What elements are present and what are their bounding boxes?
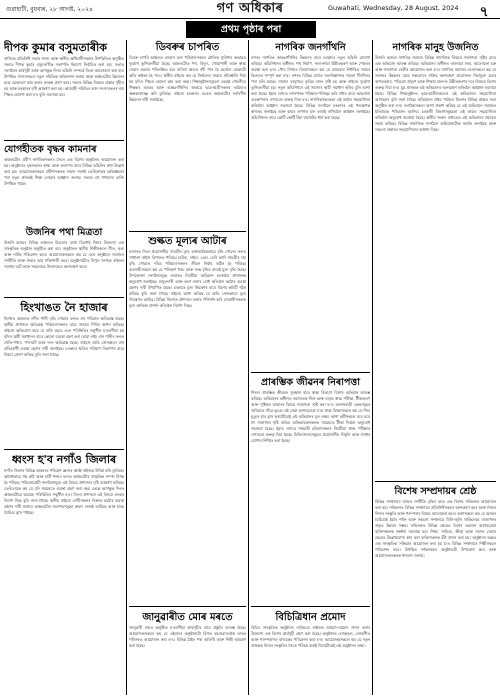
- article-body: শিশুৰ প্ৰাৰম্ভিক জীৱনৰ সুৰক্ষাৰ বাবে স্বাস্থ্য বিভাগে বিশেষ অভিযান আৰম্ভ কৰিছে। অভিযানৰ অধীনত নৱজাতক শিশু আৰু মাতৃৰ স্বাস্থ্য পৰীক্ষা, টীকাকৰণ আৰু পুষ্টিকৰ আহাৰৰ বিষয়ে সজাগতা সৃষ্টি কৰা হ'ব। অংগনবাড়ী কেন্দ্ৰসমূহৰ জৰিয়তে গাঁৱে-ভূঞে এই সেৱা আগবঢ়োৱা হ'ব। স্বাস্থ্য বিষয়াসকলে কয় যে শিশু মৃত্যুৰ হাৰ হ্ৰাস কৰাটোৱেই এই অভিযানৰ মূল লক্ষ্য। আশা কৰ্মীসকলে ঘৰে ঘৰে গৈ সজাগতা সৃষ্টি কৰিব। অভিভাৱকসকলক সময়মতে টীকা দিবলৈ অনুৰোধ জনোৱা হৈছে। ইয়াৰ লগতে গৰ্ভৱতী মহিলাসকলৰ নিয়মীয়া স্বাস্থ্য পৰীক্ষাৰ ওপৰতো গুৰুত্ব দিয়া হৈছে। চিকিৎসালয়সমূহত প্ৰয়োজনীয় সঁজুলি আৰু ঔষধৰ যোগান নিশ্চিত কৰা হৈছে।: [251, 390, 370, 443]
- article-divider: [4, 297, 124, 298]
- article-divider: [4, 449, 124, 450]
- article-body: ৰাজ্যিক প্ৰতিনিধি সভাৰ সদস্য আৰু স্থানীয় অধিবাসীসকলৰ উপস্থিতিত অনুষ্ঠিত সভাত দীপক কুমাৰ বসুমতাৰীক সভাপতি হিচাপে নিৰ্বাচিত কৰা হয়। সভাত সংগঠনৰ কাৰ্যসূচী আৰু আগন্তুক দিনৰ আঁচনি সম্পৰ্কে বিতং আলোচনা কৰা হয়। উপস্থিত সদস্যসকলে নতুন সমিতিক অভিনন্দন জনায় আৰু অঞ্চলটোৰ উন্নয়নৰ হকে একেলগে কাম কৰাৰ সংকল্প গ্ৰহণ কৰে। সভাত বিভিন্ন বিষয়ত প্ৰস্তাৱ গৃহীত হয় আৰু চৰকাৰৰ দৃষ্টি আকৰ্ষণ কৰা হয়। কাৰ্যবাহী সমিতিৰ আন সদস্যসকলৰ নাম পিছত ঘোষণা কৰা হ'ব বুলি জনোৱা হয়।: [4, 56, 124, 97]
- article-body: উজনি অসমৰ নাগৰিক সমাজে বিভিন্ন সামাজিক বিষয়ত সজাগতা সৃষ্টিৰ বাবে এক অভিযান আৰম্ভ কৰিছে। অভিযানৰ অধীনত ৰাজহুৱা সভা, আলোচনা চক্ৰ আৰু সজাগতা ৰেলীৰ আয়োজন কৰা হ'ব। নাগৰিক সমাজৰ নেতাসকলে কয় যে সমাজৰ উন্নয়নৰ বাবে সকলোৰে সক্ৰিয় অংশগ্ৰহণ প্ৰয়োজন। নিচাযুক্ত দ্ৰব্যৰ অপব্যৱহাৰ, পৰিৱেশ প্ৰদূষণ আৰু শিক্ষাৰ মানদণ্ড উন্নীতকৰণৰ দৰে বিষয়ত বিশেষ গুৰুত্ব দিয়া হ'ব। যুৱ প্ৰজন্মক এই অভিযানত অংশগ্ৰহণ কৰিবলৈ আহ্বান জনোৱা হৈছে। বিভিন্ন শিক্ষানুষ্ঠানৰ ছাত্ৰ-ছাত্ৰীসকলেও এই অভিযানত সহযোগিতা আগবঢ়াব বুলি জনা গৈছে। অভিযানৰ প্ৰথম পৰ্যায়ত জিলাৰ বিভিন্ন প্ৰান্তত সভা অনুষ্ঠিত কৰা হ'ব। সংগঠকসকলে আশা প্ৰকাশ কৰিছে যে এই অভিযানে সমাজত ইতিবাচক পৰিৱৰ্তন আনিব। চৰকাৰী বিভাগসমূহকো এই কাৰ্যত সহযোগিতা কৰিবলৈ অনুৰোধ জনোৱা হৈছে। স্থানীয় সংবাদ মাধ্যমেও এই অভিযানৰ প্ৰচাৰত সহায় কৰিছে। বিভিন্ন সামাজিক সংগঠনে অভিযানটোক সমৰ্থন জনাইছে আৰু সকলো প্ৰকাৰৰ সহযোগিতাৰ আশ্বাস দিছে।: [375, 55, 496, 132]
- headline: জানুৱাৰীত মোৰ মৰতে: [142, 612, 233, 623]
- article-prarambhik: [251, 375, 370, 605]
- article-body: বিভিন্ন সম্প্ৰদায়ৰ মাজত সম্প্ৰীতি বৃদ্ধিৰ বাবে এক বিশেষ সন্মিলনৰ আয়োজন কৰা হয়। সন্মিলনত বিভিন্ন সম্প্ৰদায়ৰ প্ৰতিনিধিসকলে অংশগ্ৰহণ কৰে আৰু নিজৰ নিজৰ সংস্কৃতি আৰু পৰম্পৰাৰ বিষয়ে আলোচনা কৰে। বক্তাসকলে কয় যে অসমৰ বৈচিত্ৰ্যই ইয়াৰ শক্তি আৰু সকলো সম্প্ৰদায়ে মিলি-জুলি থাকিলেহে ৰাজ্যখনৰ প্ৰকৃত উন্নয়ন সম্ভৱ। সন্মিলনত বিভিন্ন ক্ষেত্ৰত বিশেষ অৱদান আগবঢ়োৱা ব্যক্তিসকলক সম্বৰ্ধনা জনোৱা হয়। শিক্ষা, সাহিত্য, ক্ৰীড়া আৰু সমাজ সেৱাৰ ক্ষেত্ৰত উল্লেখযোগ্য কাম কৰা ব্যক্তিসকলক বঁটা প্ৰদান কৰা হয়। অনুষ্ঠানৰ অন্তত এক সাংস্কৃতিক সন্ধিয়াৰ আয়োজন কৰা হয় য'ত বিভিন্ন সম্প্ৰদায়ৰ শিল্পীসকলে পৰিৱেশন কৰে। উপস্থিত দৰ্শকসকলে অনুষ্ঠানটো উপভোগ কৰে আৰু আয়োজকসকলক ধন্যবাদ জনায়।: [375, 499, 496, 558]
- headline: শুল্কত মূল্যৰ আটাৰ: [148, 236, 227, 247]
- article-dibru: [129, 40, 246, 230]
- headline: ধ্বংস হ'ব নগাঁও জিলাৰ: [11, 453, 117, 466]
- page-header: [0, 0, 500, 19]
- article-ujani: [4, 226, 124, 296]
- article-shulka: [129, 234, 246, 604]
- article-divider: [129, 606, 246, 607]
- article-divider: [129, 231, 246, 232]
- header-date-english: Guwahati, Wednesday, 28 August, 2024: [328, 4, 459, 12]
- article-body: হিংখাঙ অঞ্চলত নদীৰ পানী বৃদ্ধি পোৱাৰ ফলত বহু পৰিয়াল ক্ষতিগ্ৰস্ত হৈছে। স্থানীয় প্ৰশাসনে ক্ষতিগ্ৰস্ত পৰিয়ালসকলৰ বাবে সাহায্য শিবিৰ স্থাপন কৰিছে। ৰাইজে অভিযোগ কৰে যে প্ৰতি বছৰে এনে পৰিস্থিতিৰ সন্মুখীন হ'বলগীয়া হয় যদিও স্থায়ী সমাধানৰ বাবে কোনো ব্যৱস্থা গ্ৰহণ কৰা হোৱা নাই। বান পানীৰ ফলত খেতি-পথাৰ, পথ-ঘাট আৰু দলং ক্ষতিগ্ৰস্ত হৈছে। ৰাইজে অতি সোনকালে বান প্ৰতিৰোধী ব্যৱস্থা গ্ৰহণৰ দাবী জনাইছে। চৰকাৰে ক্ষতিৰ পৰিমাণ নিৰূপণৰ বাবে বিষয়া প্ৰেৰণ কৰিছে বুলি জনা গৈছে।: [4, 316, 124, 357]
- article-bichitrabhan: [251, 610, 370, 695]
- article-deepak: [4, 40, 124, 140]
- article-divider: [4, 140, 124, 141]
- headline: ডিবৰুৰ চাপৰিত: [155, 42, 220, 53]
- article-nagarikmanuh: [375, 40, 496, 480]
- article-dhwangsa: [4, 452, 124, 695]
- headline: দীপক কুমাৰ বসুমতাৰীক: [4, 41, 107, 54]
- article-body: উজনি অসমৰ বিভিন্ন অঞ্চলত মিত্ৰতাৰ বাৰ্তা বিয়পাই দিয়াৰ উদ্দেশ্যে এক সাংস্কৃতিক অনুষ্ঠান অনুষ্ঠিত কৰা হয়। অনুষ্ঠানত স্থানীয় শিল্পীসকলে গীত, নৃত্য আৰু নাটক পৰিৱেশন কৰে। আয়োজকসকলে কয় যে এনে অনুষ্ঠানে সমাজত সম্প্ৰীতি আৰু ঐক্যৰ ভাৱ শক্তিশালী কৰে। অনুষ্ঠানটোত বিপুল সংখ্যক ৰাইজৰ সমাগম ঘটে আৰু সকলোৱে উৎসাহেৰে অংশগ্ৰহণ কৰে।: [4, 240, 124, 269]
- article-januari: [129, 610, 246, 695]
- column-divider: [126, 40, 127, 695]
- article-bishesh: [375, 484, 496, 695]
- article-hingkhang: [4, 300, 124, 448]
- article-body: বজাৰত নিত্য প্ৰয়োজনীয় সামগ্ৰীৰ মূল্য অস্বাভাৱিকভাৱে বৃদ্ধি পোৱাৰ ফলত সাধাৰণ ৰাইজ বিপাঙত পৰিছে। চাউল, দাইল, তেল, চেনি আদি সামগ্ৰীৰ দাম বৃদ্ধি পোৱাত দৰিদ্ৰ পৰিয়ালসকলৰ জীৱন নিৰ্বাহ কঠিন হৈ পৰিছে। ব্যৱসায়ীসকলে কয় যে পৰিবহণ খৰচ আৰু শুল্ক বৃদ্ধিৰ বাবেই মূল্য বৃদ্ধি হৈছে। উপভোক্তা সংগঠনসমূহে বজাৰত নিয়মীয়া অভিযান চলাবলৈ প্ৰশাসনক অনুৰোধ জনাইছে। মজুতদাৰী আৰু কলা বজাৰ ৰোধ কৰিবলৈ কঠোৰ ব্যৱস্থা গ্ৰহণৰ দাবী উত্থাপিত হৈছে। চৰকাৰে মূল্য নিয়ন্ত্ৰণৰ বাবে বিশেষ কমিটি গঠন কৰিছে বুলি জনা গৈছে। ৰাইজে আশা কৰিছে যে অতি সোনকালে মূল্য নিয়ন্ত্ৰণত আহিব। বিভিন্ন জিলাত প্ৰশাসনে বজাৰ পৰিদৰ্শন কৰি দোকানীসকলক মূল্য তালিকা প্ৰদৰ্শন কৰিবলৈ নিৰ্দেশ দিছে।: [129, 249, 246, 308]
- headline: বিশেষ সম্প্ৰদায়ৰ শ্ৰেষ্ঠ: [394, 486, 477, 497]
- article-divider: [251, 372, 370, 373]
- column-divider: [372, 40, 373, 695]
- masthead-logo: গণ অধিকাৰ: [208, 1, 292, 16]
- page-number: ৭: [479, 4, 489, 20]
- headline: হিংখাঙত নৈ হাজাৰ: [20, 301, 108, 314]
- article-nagarik: [251, 40, 370, 370]
- headline: নাগৰিক জনগাঁথনি: [275, 42, 346, 53]
- article-body: নগাঁও জিলাৰ বিভিন্ন অঞ্চলত পৰিৱেশ ধ্বংসৰ কাৰ্যই ৰাইজক উদ্বিগ্ন কৰি তুলিছে। অবৈধভাৱে গছ কটা আৰু মাটি খন্দাৰ ফলত অঞ্চলটোৰ প্ৰাকৃতিক সম্পদ বিপন্ন হৈ পৰিছে। পৰিৱেশপ্ৰেমী সংগঠনসমূহে এই বিষয়ে প্ৰশাসনৰ দৃষ্টি আকৰ্ষণ কৰিছে। তেওঁলোকে কয় যে যদি সময়মতে ব্যৱস্থা গ্ৰহণ কৰা নহয় তেন্তে আগন্তুক দিনত অঞ্চলটোৱে ভয়াৱহ পৰিস্থিতিৰ সন্মুখীন হ'ব। জিলা প্ৰশাসনে এই বিষয়ে তদন্তৰ নিৰ্দেশ দিছে বুলি জনা গৈছে। স্থানীয় ৰাইজে দোষীসকলৰ বিৰুদ্ধে কঠোৰ ব্যৱস্থা গ্ৰহণৰ দাবী জনায়। অঞ্চলটোৰ জলাশয়সমূহো ক্ৰমাৎ শুকাই আহিছে আৰু জৈৱ বৈচিত্ৰ্য হ্ৰাস পাইছে।: [4, 468, 124, 515]
- article-body: জানুৱাৰী মাহত অনুষ্ঠিত হ'বলগীয়া কাৰ্যসূচীৰ বাবে প্ৰস্তুতি আৰম্ভ হৈছে। আয়োজকসকলে কয় যে এইবাৰৰ অনুষ্ঠানটো বিগত বছৰবোৰতকৈ ডাঙৰ পৰিসৰত আয়োজন কৰা হ'ব। বিভিন্ন ঠাইৰ পৰা অতিথি আৰু শিল্পী আমন্ত্ৰণ কৰা হৈছে।: [129, 625, 246, 648]
- headline: বিচিত্ৰিধান প্ৰমোদ: [275, 612, 346, 623]
- continuation-banner: প্ৰথম পৃষ্ঠাৰ পৰা: [186, 21, 316, 38]
- article-body: বিচিত্ৰ সাংস্কৃতিক অনুষ্ঠানৰ জৰিয়তে ৰাইজক আমোদ-প্ৰমোদ প্ৰদান কৰাৰ উদ্দেশ্যে এক বিশেষ কাৰ্যসূচী গ্ৰহণ কৰা হৈছে। অনুষ্ঠানত লোকনৃত্য, লোকগীত আৰু পৰম্পৰাগত বাদ্যযন্ত্ৰৰ পৰিৱেশন কৰা হ'ব। আয়োজকসকলে কয় যে নতুন প্ৰজন্মক নিজৰ সংস্কৃতিৰ সৈতে পৰিচয় কৰাই দিয়াটোৱেই এই অনুষ্ঠানৰ লক্ষ্য।: [251, 625, 370, 648]
- article-divider: [375, 481, 496, 482]
- header-date-assamese: গুৱাহাটী, বুধবাৰ, ২৮ আগষ্ট, ২০২৪: [6, 6, 93, 13]
- headline: প্ৰাৰম্ভিক জীৱনৰ নিৰাপত্তা: [261, 377, 360, 388]
- column-divider: [248, 40, 249, 695]
- article-body: অঞ্চলটোৰ প্ৰবীণ নাগৰিকসকলৰ সৈতে এক বিশেষ অনুষ্ঠানৰ আয়োজন কৰা হয়। অনুষ্ঠানত বৃদ্ধসকলৰ স্বাস্থ্য আৰু কল্যাণৰ বাবে বিভিন্ন আঁচনিৰ কথা উল্লেখ কৰা হয়। আয়োজকসকলে প্ৰবীণসকলক সন্মান জনাই তেওঁলোকৰ অভিজ্ঞতাৰ পৰা নতুন প্ৰজন্মই শিক্ষা লোৱাৰ আহ্বান জনায়। সভাত বহু গণ্যমান্য ব্যক্তি উপস্থিত থাকে।: [4, 157, 124, 186]
- article-divider: [251, 606, 370, 607]
- article-body: নগৰৰ নাগৰিক আন্তঃগাঁথনিৰ উন্নয়নৰ বাবে চৰকাৰে নতুন আঁচনি ঘোষণা কৰিছে। আঁচনিখনৰ অধীনত পথ নিৰ্মাণ, নলা-নৰ্দমা উন্নীতকৰণ আৰু পোহৰৰ ব্যৱস্থা কৰা হ'ব। পৌৰ নিগমৰ বিষয়াসকলে কয় যে কামবোৰ নিৰ্ধাৰিত সময়ৰ ভিতৰত সম্পূৰ্ণ কৰা হ'ব। নগৰৰ বিভিন্ন ৱাৰ্ডত জলনিষ্কাশনৰ সমস্যা দীৰ্ঘদিনৰ পৰা চলি আছে। সামান্য বৰষুণতে কৃত্ৰিম বানৰ সৃষ্টি হয় আৰু ৰাইজে দুৰ্ভোগ ভুগিবলগীয়া হয়। নতুন আঁচনিখনে এই সমস্যাৰ স্থায়ী সমাধান কৰিব বুলি আশা কৰা হৈছে। ইয়াৰ লগতে নগৰখনক পৰিষ্কাৰ-পৰিচ্ছন্ন কৰি ৰখাৰ বাবে আৱৰ্জনা ব্যৱস্থাপনাৰ ওপৰতো গুৰুত্ব দিয়া হ'ব। নাগৰিকসকলকো এই কাৰ্যত সহযোগিতা কৰিবলৈ আহ্বান জনোৱা হৈছে। বিভিন্ন সংগঠনে চৰকাৰৰ এই পদক্ষেপক স্বাগতম জনাইছে আৰু কামৰ গুণগত মান বজাই ৰাখিবলৈ আহ্বান জনাইছে। আঁচনিখনৰ বাবে কোটি কোটি টকা বাজেটত ধাৰ্য কৰা হৈছে।: [251, 55, 370, 120]
- article-body: ডিবৰু চাপৰি অঞ্চলত বসবাস কৰা পৰিয়ালসকলে মৌলিক সুবিধাৰ অভাৱত দুৰ্ভোগ ভুগিবলগীয়া হৈছে। অঞ্চলটোত পথ, বিদ্যুৎ, খোৱাপানী আৰু স্বাস্থ্য সেৱাৰ অভাৱ পৰিলক্ষিত হয়। বাৰিষা কালত নদী পাৰ হৈ চহৰলৈ যোৱাটো অতি কষ্টকৰ হৈ পৰে। স্থানীয় ৰাইজে কয় যে নিৰ্বাচনৰ সময়ত প্ৰতিশ্ৰুতি দিয়া হয় যদিও পিছত কোনো কাম কৰা নহয়। শিক্ষানুষ্ঠানসমূহৰো অৱস্থা শোচনীয়। শিক্ষকৰ অভাৱ আৰু আন্তঃগাঁথনিৰ অভাৱে ছাত্ৰ-ছাত্ৰীসকলৰ ভৱিষ্যত অন্ধকাৰাচ্ছন্ন কৰি তুলিছে। ৰাইজে চৰকাৰৰ ওচৰত অঞ্চলটোৰ সৰ্বাংগীন উন্নয়নৰ দাবী জনাইছে।: [129, 55, 246, 102]
- article-yogahita: [4, 143, 124, 223]
- headline: যোগহীতক বৃদ্ধৰ কামনাৰ: [4, 144, 97, 155]
- headline: নাগৰিক মানুহ উজনিত: [392, 42, 479, 53]
- headline: উজনিৰ পথা মিত্ৰতা: [25, 227, 103, 238]
